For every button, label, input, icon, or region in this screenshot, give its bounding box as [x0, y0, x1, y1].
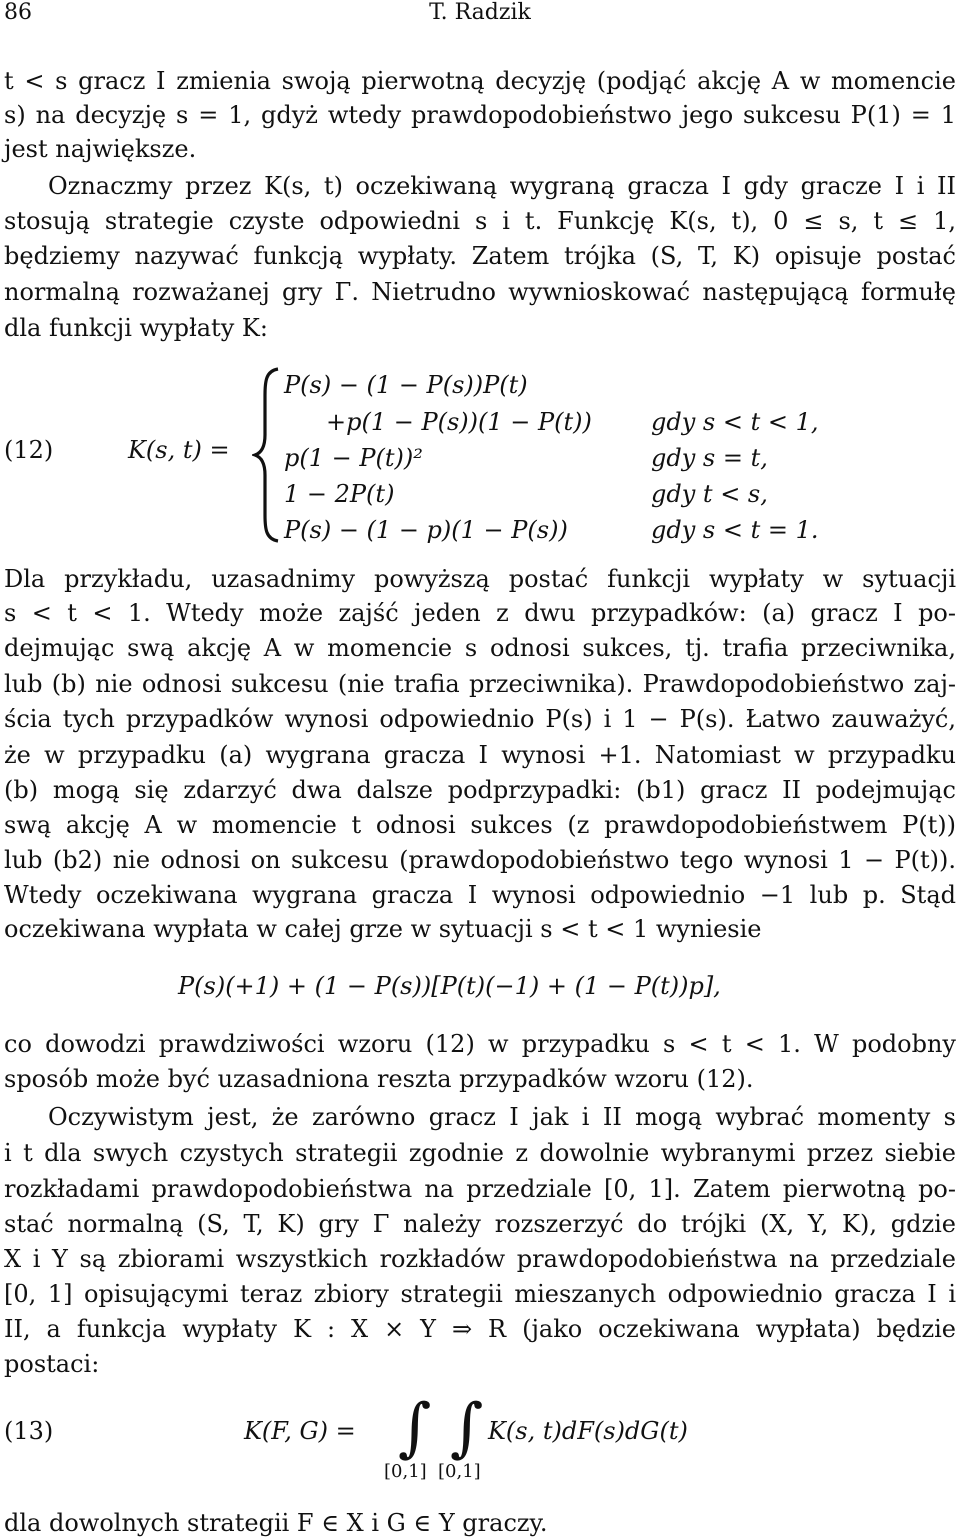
case-expression: 1 − 2P(t) [284, 480, 395, 508]
case-condition: gdy s < t = 1. [651, 516, 819, 544]
equation-13-label: (13) [4, 1417, 54, 1445]
page-number: 86 [4, 0, 32, 25]
text-line: Wtedy oczekiwana wygrana gracza I wynosi odpowiednio −1 lub p. Stąd [4, 881, 956, 909]
case-expression: P(s) − (1 − P(s))P(t) [284, 371, 528, 399]
text-line: lub (b2) nie odnosi on sukcesu (prawdopodobieństwo tego wynosi 1 − P(t)). [4, 846, 956, 874]
text-line: stosują strategie czyste odpowiedni s i t. Funkcję K(s, t), 0 ≤ s, t ≤ 1, [4, 207, 956, 235]
case-condition: gdy s < t < 1, [651, 408, 819, 436]
equation-12-lhs: K(s, t) = [128, 436, 230, 464]
case-expression: P(s) − (1 − p)(1 − P(s)) [284, 516, 568, 544]
left-brace [252, 365, 282, 545]
text-line: [0, 1] opisującymi teraz zbiory strategii mieszanych odpowiednio gracza I i [4, 1280, 956, 1308]
text-line: stać normalną (S, T, K) gry Γ należy rozszerzyć do trójki (X, Y, K), gdzie [4, 1210, 956, 1238]
text-line: dejmując swą akcję A w momencie s odnosi sukces, tj. trafia przeciwnika, [4, 634, 956, 662]
integral-subscript: [0,1] [438, 1461, 481, 1482]
equation-13-lhs: K(F, G) = [244, 1417, 356, 1445]
text-line: i t dla swych czystych strategii zgodnie z dowolnie wybranymi przez siebie [4, 1139, 956, 1167]
text-line: ścia tych przypadków wynosi odpowiednio P(s) i 1 − P(s). Łatwo zauważyć, [4, 705, 956, 733]
case-condition: gdy s = t, [651, 444, 768, 472]
integral-subscript: [0,1] [384, 1461, 427, 1482]
text-line: Oczywistym jest, że zarówno gracz I jak i II mogą wybrać momenty s [48, 1103, 956, 1131]
text-line: postaci: [4, 1350, 100, 1378]
case-expression: +p(1 − P(s))(1 − P(t)) [326, 408, 592, 436]
text-line: jest największe. [4, 135, 197, 163]
text-line: oczekiwana wypłata w całej grze w sytuacji s < t < 1 wyniesie [4, 915, 762, 943]
integrand: K(s, t)dF(s)dG(t) [488, 1417, 688, 1445]
text-line: sposób może być uzasadniona reszta przypadków wzoru (12). [4, 1065, 754, 1093]
text-line: s < t < 1. Wtedy może zajść jeden z dwu przypadków: (a) gracz I po- [4, 599, 956, 627]
page-header [0, 0, 960, 30]
text-line: dla dowolnych strategii F ∈ X i G ∈ Y graczy. [4, 1509, 548, 1537]
text-line: lub (b) nie odnosi sukcesu (nie trafia przeciwnika). Prawdopodobieństwo zaj- [4, 670, 956, 698]
running-head: T. Radzik [429, 0, 531, 25]
text-line: X i Y są zbiorami wszystkich rozkładów prawdopodobieństwa na przedziale [4, 1245, 956, 1273]
text-line: II, a funkcja wypłaty K : X × Y ⇒ R (jako oczekiwana wypłata) będzie [4, 1315, 956, 1343]
text-line: Dla przykładu, uzasadnimy powyższą postać funkcji wypłaty w sytuacji [4, 565, 956, 593]
text-line: s) na decyzję s = 1, gdyż wtedy prawdopodobieństwo jego sukcesu P(1) = 1 [4, 101, 956, 129]
text-line: że w przypadku (a) wygrana gracza I wynosi +1. Natomiast w przypadku [4, 741, 956, 769]
case-expression: p(1 − P(t))² [284, 444, 423, 472]
text-line: co dowodzi prawdziwości wzoru (12) w przypadku s < t < 1. W podobny [4, 1030, 956, 1058]
integral-sign: ∫ [450, 1391, 484, 1465]
text-line: normalną rozważanej gry Γ. Nietrudno wywnioskować następującą formułę [4, 278, 956, 306]
case-condition: gdy t < s, [651, 480, 768, 508]
integral-sign: ∫ [398, 1391, 432, 1465]
text-line: rozkładami prawdopodobieństwa na przedziale [0, 1]. Zatem pierwotną po- [4, 1175, 956, 1203]
text-line: dla funkcji wypłaty K: [4, 314, 268, 342]
text-line: będziemy nazywać funkcją wypłaty. Zatem trójka (S, T, K) opisuje postać [4, 242, 956, 270]
display-equation: P(s)(+1) + (1 − P(s))[P(t)(−1) + (1 − P(t))p], [178, 972, 721, 1000]
text-line: Oznaczmy przez K(s, t) oczekiwaną wygraną gracza I gdy gracze I i II [48, 172, 956, 200]
text-line: t < s gracz I zmienia swoją pierwotną decyzję (podjąć akcję A w momencie [4, 67, 956, 95]
text-line: swą akcję A w momencie t odnosi sukces (z prawdopodobieństwem P(t)) [4, 811, 956, 839]
equation-12-label: (12) [4, 436, 54, 464]
text-line: (b) mogą się zdarzyć dwa dalsze podprzypadki: (b1) gracz II podejmując [4, 776, 956, 804]
